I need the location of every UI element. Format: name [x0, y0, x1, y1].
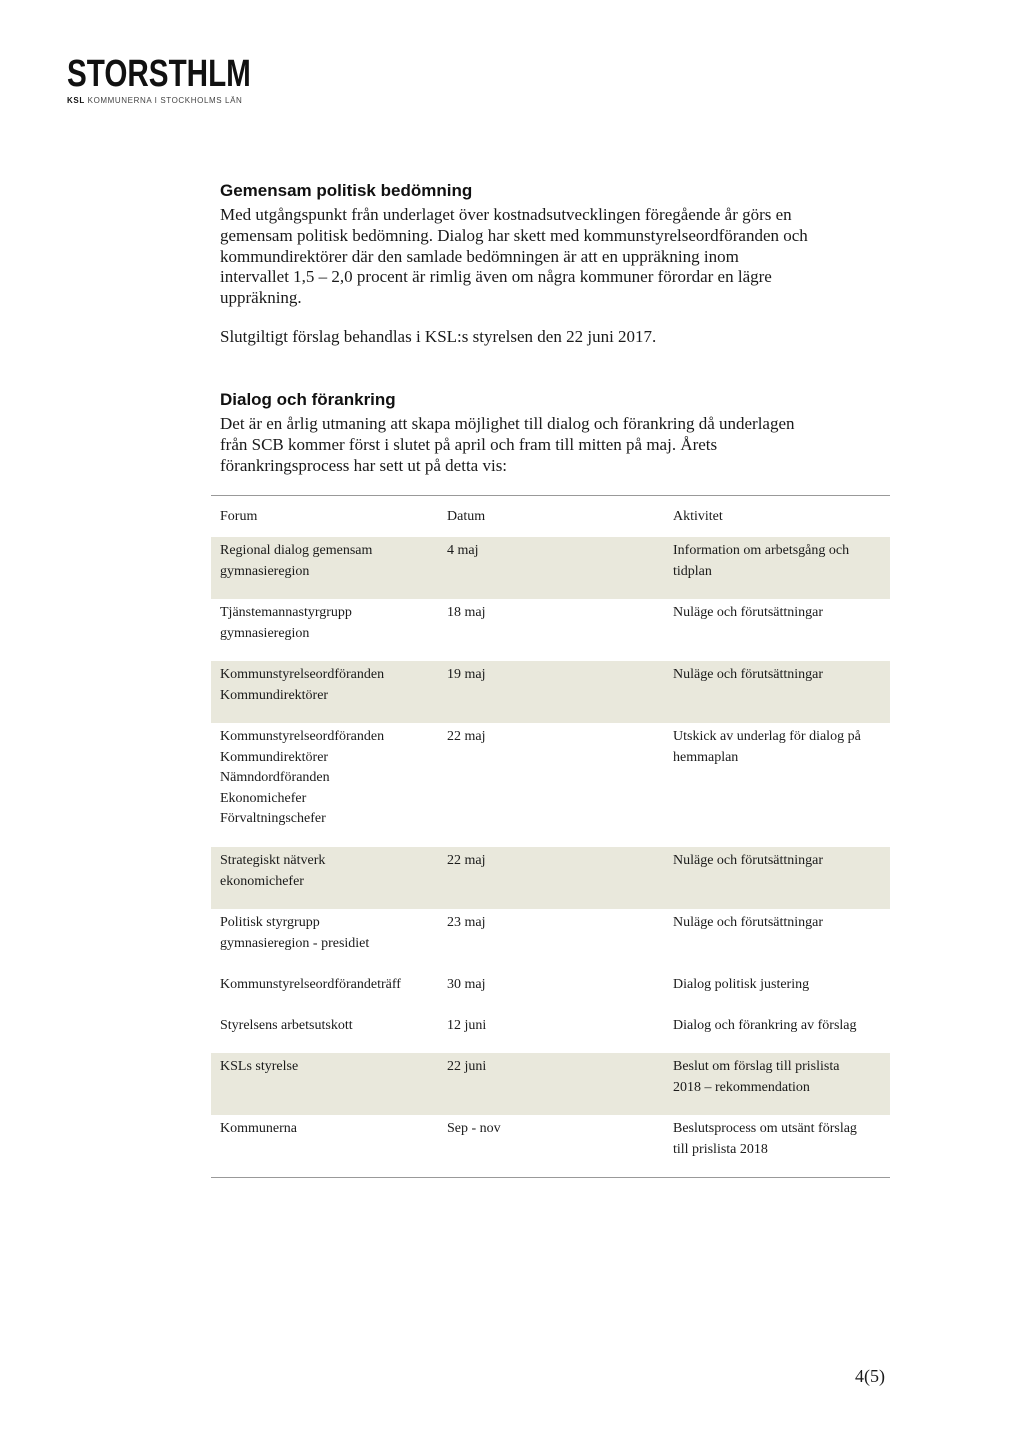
cell-forum	[211, 1057, 438, 1115]
cell-forum-line: Kommunerna	[220, 1121, 297, 1136]
cell-forum-line: Styrelsens arbetsutskott	[220, 1018, 353, 1033]
cell-aktivitet-line: Utskick av underlag för dialog på	[673, 729, 861, 744]
cell-forum-line: Politisk styrgrupp	[220, 915, 320, 930]
section-paragraph	[220, 205, 890, 309]
section-gemensam-politisk-bedomning	[220, 180, 890, 348]
table-header-datum: Datum	[447, 508, 486, 524]
cell-forum-line: KSLs styrelse	[220, 1059, 299, 1074]
table-header-forum: Forum	[220, 508, 258, 524]
table-header-aktivitet: Aktivitet	[673, 508, 723, 524]
table-row	[211, 1053, 890, 1115]
table-body	[211, 537, 890, 1177]
cell-forum-line: Ekonomichefer	[220, 790, 307, 806]
table-row	[211, 971, 890, 1012]
cell-forum	[211, 727, 438, 847]
logo-subtitle-bold: KSL	[67, 96, 85, 105]
cell-aktivitet	[664, 1016, 890, 1053]
logo-subtitle	[67, 96, 303, 105]
cell-datum: 12 juni	[447, 1018, 487, 1033]
paragraph-line: intervallet 1,5 – 2,0 procent är rimlig även om några kommuner förordar en lägre	[220, 267, 772, 287]
cell-datum: 30 maj	[447, 977, 486, 992]
cell-forum-line: Kommundirektörer	[220, 749, 329, 765]
process-table	[211, 495, 890, 1178]
cell-aktivitet	[664, 1119, 890, 1177]
section-heading: Dialog och förankring	[220, 390, 396, 409]
cell-aktivitet-line: Information om arbetsgång och	[673, 543, 850, 558]
cell-forum-line: Kommundirektörer	[220, 687, 329, 703]
cell-forum-line: Nämndordföranden	[220, 770, 330, 786]
cell-aktivitet-line: hemmaplan	[673, 749, 739, 765]
paragraph-line: Med utgångspunkt från underlaget över kostnadsutvecklingen föregående år görs en	[220, 205, 792, 224]
paragraph-line: Det är en årlig utmaning att skapa möjlighet till dialog och förankring då underlagen	[220, 414, 795, 433]
cell-aktivitet	[664, 851, 890, 909]
cell-aktivitet-line: till prislista 2018	[673, 1141, 768, 1157]
section-paragraph	[220, 414, 890, 476]
table-row	[211, 909, 890, 971]
logo-subtitle-rest: KOMMUNERNA I STOCKHOLMS LÄN	[84, 96, 243, 105]
cell-aktivitet-line: Nuläge och förutsättningar	[673, 915, 824, 930]
cell-forum-line: Kommunstyrelseordföranden	[220, 667, 385, 682]
paragraph-line: från SCB kommer först i slutet på april och fram till mitten på maj. Årets	[220, 434, 718, 454]
cell-aktivitet-line: Dialog politisk justering	[673, 977, 810, 992]
cell-datum: 18 maj	[447, 605, 486, 620]
paragraph-line: kommundirektörer där den samlade bedömningen är att en uppräkning inom	[220, 246, 739, 266]
cell-aktivitet-line: Nuläge och förutsättningar	[673, 667, 824, 682]
cell-aktivitet-line: 2018 – rekommendation	[673, 1079, 810, 1095]
table-row	[211, 599, 890, 661]
cell-forum-line: Regional dialog gemensam	[220, 543, 373, 558]
cell-forum-line: Förvaltningschefer	[220, 811, 326, 827]
cell-forum-line: gymnasieregion	[220, 625, 310, 641]
cell-datum: 22 juni	[447, 1059, 487, 1074]
cell-forum-line: Tjänstemannastyrgrupp	[220, 605, 352, 620]
final-proposal-text: Slutgiltigt förslag behandlas i KSL:s styrelsen den 22 juni 2017.	[220, 326, 657, 346]
cell-aktivitet	[664, 727, 890, 847]
cell-aktivitet-line: Beslut om förslag till prislista	[673, 1059, 840, 1074]
cell-datum: 19 maj	[447, 667, 486, 682]
cell-forum-line: Kommunstyrelseordförandeträff	[220, 977, 401, 992]
cell-datum: 22 maj	[447, 853, 486, 868]
cell-datum: 4 maj	[447, 543, 479, 558]
cell-forum-line: gymnasieregion - presidiet	[220, 935, 370, 951]
cell-forum	[211, 913, 438, 971]
table-header-row	[211, 496, 890, 537]
cell-forum	[211, 1016, 438, 1053]
cell-forum-line: Kommunstyrelseordföranden	[220, 729, 385, 744]
table-row	[211, 847, 890, 909]
table-row	[211, 1012, 890, 1053]
table-row	[211, 661, 890, 723]
cell-aktivitet	[664, 541, 890, 599]
cell-aktivitet	[664, 913, 890, 971]
cell-aktivitet	[664, 603, 890, 661]
cell-aktivitet	[664, 1057, 890, 1115]
cell-aktivitet	[664, 665, 890, 723]
cell-forum	[211, 851, 438, 909]
cell-forum	[211, 665, 438, 723]
cell-aktivitet-line: Nuläge och förutsättningar	[673, 853, 824, 868]
logo	[67, 54, 303, 105]
cell-forum-line: Strategiskt nätverk	[220, 853, 326, 868]
paragraph-line: gemensam politisk bedömning. Dialog har skett med kommunstyrelseordföranden och	[220, 225, 808, 245]
section-dialog-och-forankring	[220, 389, 890, 476]
cell-aktivitet-line: Nuläge och förutsättningar	[673, 605, 824, 620]
cell-forum	[211, 603, 438, 661]
cell-aktivitet-line: Dialog och förankring av förslag	[673, 1018, 857, 1033]
page-number: 4(5)	[855, 1366, 885, 1386]
cell-aktivitet-line: Beslutsprocess om utsänt förslag	[673, 1121, 857, 1136]
table-bottom-rule	[211, 1177, 890, 1178]
paragraph-line: uppräkning.	[220, 288, 302, 308]
cell-forum	[211, 541, 438, 599]
logo-title: STORSTHLM	[67, 53, 251, 95]
table-row	[211, 1115, 890, 1177]
cell-forum	[211, 1119, 438, 1177]
cell-datum: 22 maj	[447, 729, 486, 744]
table-row	[211, 537, 890, 599]
cell-datum: 23 maj	[447, 915, 486, 930]
cell-forum	[211, 975, 438, 1012]
cell-datum: Sep - nov	[447, 1121, 501, 1136]
paragraph-line: förankringsprocess har sett ut på detta vis:	[220, 455, 508, 475]
cell-forum-line: ekonomichefer	[220, 873, 304, 889]
section-heading: Gemensam politisk bedömning	[220, 181, 473, 200]
cell-aktivitet-line: tidplan	[673, 563, 712, 579]
cell-forum-line: gymnasieregion	[220, 563, 310, 579]
table-row	[211, 723, 890, 847]
cell-aktivitet	[664, 975, 890, 1012]
